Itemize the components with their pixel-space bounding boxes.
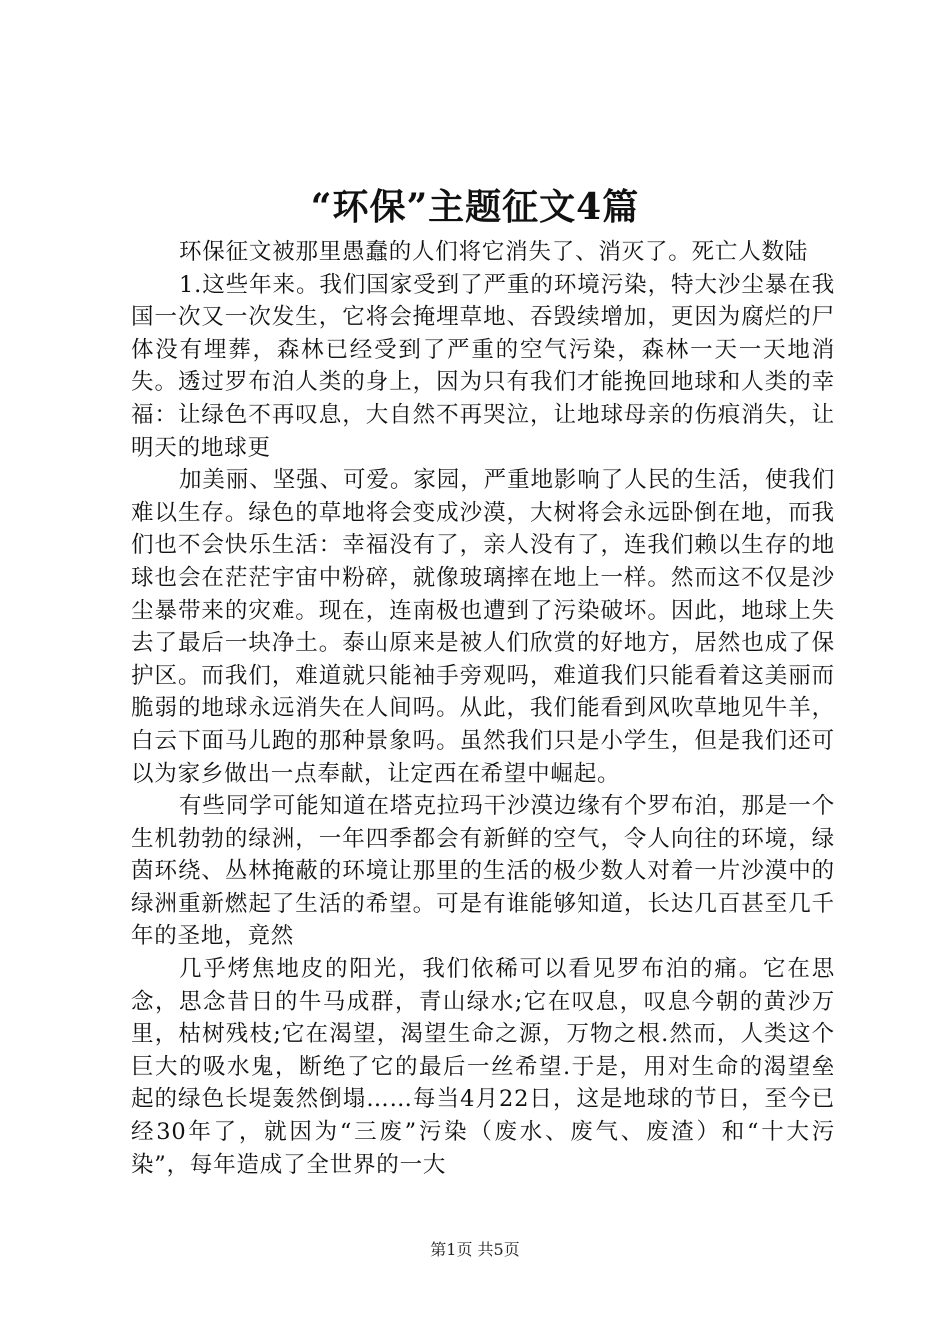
document-title: “环保”主题征文4篇 — [310, 186, 640, 228]
page-number-footer: 第1页 共5页 — [430, 1240, 520, 1259]
paragraph-1: 环保征文被那里愚蠢的人们将它消失了、消灭了。死亡人数陆 — [179, 239, 809, 265]
paragraph-2: 1.这些年来。我们国家受到了严重的环境污染，特大沙尘暴在我国一次又一次发生，它将会掩埋草地、吞毁续增加，更因为腐烂的尸体没有埋葬，森林已经受到了严重的空气污染，森林一天一天地消失。透过罗布泊人类的身上，因为只有我们才能挽回地球和人类的幸福：让绿色不再叹息，大自然不再哭泣，让地球母亲的伤痕消失，让明天的地球更 — [131, 271, 835, 461]
paragraph-5: 几乎烤焦地皮的阳光，我们依稀可以看见罗布泊的痛。它在思念，思念昔日的牛马成群，青山绿水;它在叹息，叹息今朝的黄沙万里，枯树残枝;它在渴望，渴望生命之源，万物之根.然而，人类这个巨大的吸水鬼，断绝了它的最后一丝希望.于是，用对生命的渴望垒起的绿色长堤轰然倒塌……每当4月22日，这是地球的节日，至今已经30年了，就因为“三废”污染（废水、废气、废渣）和“十大污染”，每年造成了全世界的一大 — [131, 956, 835, 1178]
paragraph-4: 有些同学可能知道在塔克拉玛干沙漠边缘有个罗布泊，那是一个生机勃勃的绿洲，一年四季都会有新鲜的空气，令人向往的环境，绿茵环绕、丛林掩蔽的环境让那里的生活的极少数人对着一片沙漠中的绿洲重新燃起了生活的希望。可是有谁能够知道，长达几百甚至几千年的圣地，竟然 — [131, 793, 835, 950]
paragraph-3: 加美丽、坚强、可爱。家园，严重地影响了人民的生活，使我们难以生存。绿色的草地将会变成沙漠，大树将会永远卧倒在地，而我们也不会快乐生活：幸福没有了，亲人没有了，连我们赖以生存的地球也会在茫茫宇宙中粉碎，就像玻璃摔在地上一样。然而这不仅是沙尘暴带来的灾难。现在，连南极也遭到了污染破坏。因此，地球上失去了最后一块净土。泰山原来是被人们欣赏的好地方，居然也成了保护区。而我们，难道就只能袖手旁观吗，难道我们只能看着这美丽而脆弱的地球永远消失在人间吗。从此，我们能看到风吹草地见牛羊，白云下面马儿跑的那种景象吗。虽然我们只是小学生，但是我们还可以为家乡做出一点奉献，让定西在希望中崛起。 — [131, 467, 835, 787]
document-body — [131, 236, 835, 1181]
